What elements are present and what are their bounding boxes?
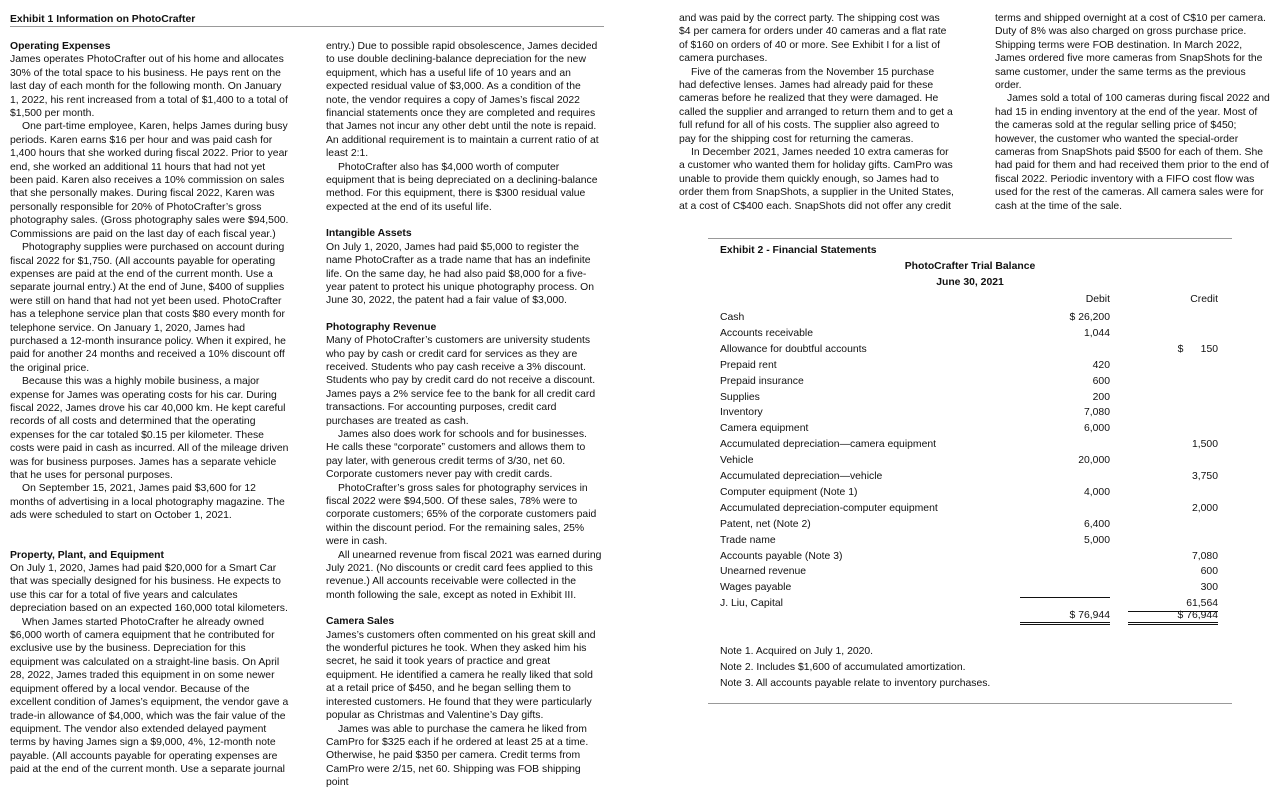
paragraph: PhotoCrafter also has $4,000 worth of computer equipment that is being depreciated on a declining-balance method. For this equipment, there is $300 residual value expected at the end of its useful life. <box>326 161 598 213</box>
row-account: Cash <box>720 312 745 323</box>
total-debit: $ 76,944 <box>1020 609 1110 625</box>
row-credit: 7,080 <box>1191 550 1218 562</box>
row-debit: $ 26,200 <box>1069 312 1110 323</box>
row-debit <box>1020 597 1110 598</box>
row-account: Accumulated depreciation—vehicle <box>720 471 883 482</box>
paragraph: On July 1, 2020, James had paid $5,000 to register the name PhotoCrafter as a trade name that has an indefinite life. On the same day, he had also paid $8,000 for a five-year patent to protect his unique photography process. On June 30, 2022, the patent had a fair value of $3,000. <box>326 241 595 307</box>
row-account: Computer equipment (Note 1) <box>720 486 858 498</box>
trial-balance-row <box>720 311 1220 325</box>
row-debit: 6,000 <box>1083 423 1110 435</box>
trial-balance-row <box>720 518 1220 532</box>
trial-balance-title: PhotoCrafter Trial Balance <box>904 261 1036 272</box>
spacer <box>326 308 602 321</box>
row-account: Vehicle <box>720 455 754 467</box>
exhibit2-title: Exhibit 2 - Financial Statements <box>720 245 877 256</box>
row-credit: 1,500 <box>1191 439 1218 451</box>
row-account: Unearned revenue <box>720 566 807 578</box>
trial-balance-row <box>720 359 1220 373</box>
exhibit1-rule <box>10 26 604 27</box>
paragraph: James’s customers often commented on his great skill and the wonderful pictures he took. When they asked him his secret, he said it took years of practice and great equipment. He identified a camera he really liked that sold at a retail price of $450, and he began selling them to interested customers. He found that they were particularly popular as Christmas and Valentine’s Day gifts. <box>326 629 596 722</box>
paragraph: In December 2021, James needed 10 extra cameras for a customer who wanted them for holiday gifts. CamPro was unable to provide them quickly enough, so James had to order them from SnapShots, a supplier in the United States, at a cost of C$400 each. SnapShots did not offer any credit <box>679 147 954 212</box>
row-account: Accumulated depreciation-computer equipment <box>720 502 938 514</box>
trial-balance-row <box>720 565 1220 579</box>
exhibit1-title: Exhibit 1 Information on PhotoCrafter <box>10 14 196 25</box>
section-heading: Operating Expenses <box>10 41 111 52</box>
paragraph: terms and shipped overnight at a cost of C$10 per camera. Duty of 8% was also charged on gross purchase price. Shipping terms were FOB destination. In March 2022, James ordered five more cameras from SnapShots for the same customer, under the same terms as the previous order. <box>995 13 1266 92</box>
trial-balance-row <box>720 470 1220 484</box>
row-account: Accounts receivable <box>720 327 813 339</box>
row-account: Prepaid rent <box>720 359 777 371</box>
trial-balance-row <box>720 406 1220 420</box>
row-account: Trade name <box>720 534 776 546</box>
row-account: Supplies <box>720 391 760 403</box>
row-account: Camera equipment <box>720 423 809 435</box>
row-account: Prepaid insurance <box>720 375 804 387</box>
paragraph: When James started PhotoCrafter he already owned $6,000 worth of camera equipment that he contributed for exclusive use by the business. Depreciation for this equipment was calculated on a straight-line basis. On April 28, 2022, James traded this equipment in on some newer equipment offered by a local vendor. Because of the excellent condition of James’s equipment, the vendor gave a trade-in allowance of $4,000, which was the fair value of the equipment. The vendor also extended delayed payment terms by having James sign a $9,000, 4%, 12-month note payable. (All accounts payable for operating expenses are paid at the end of the current month. Use a separate journal <box>10 616 289 776</box>
text-column-1 <box>10 40 291 777</box>
spacer <box>326 214 602 227</box>
trial-balance-row <box>720 327 1220 341</box>
row-debit: 200 <box>1092 391 1110 403</box>
row-debit: 7,080 <box>1083 407 1110 419</box>
paragraph: Because this was a highly mobile business, a major expense for James was operating costs for his car. During fiscal 2022, James drove his car 40,000 km. He kept careful records of all costs and determined that the operating expenses for the car totaled $0.15 per kilometer. These costs were paid in cash as incurred. All of the mileage driven was for business purposes. James has a separate vehicle that he uses for personal purposes. <box>10 376 289 481</box>
trial-balance-row <box>720 391 1220 405</box>
spacer <box>10 523 291 536</box>
trial-balance-row <box>720 454 1220 468</box>
row-account: Patent, net (Note 2) <box>720 518 811 530</box>
section-heading: Intangible Assets <box>326 228 412 240</box>
row-debit: 420 <box>1092 359 1110 371</box>
row-debit: 1,044 <box>1083 327 1110 339</box>
row-debit: 4,000 <box>1083 486 1110 498</box>
paragraph: James operates PhotoCrafter out of his home and allocates 30% of the total space to his business. He pays rent on the last day of each month for the following month. On January 1, 2022, his rent increased from a total of $1,400 to a total of $1,500 per month. <box>10 54 288 120</box>
paragraph: One part-time employee, Karen, helps James during busy periods. Karen earns $16 per hour and was paid cash for 1,400 hours that she worked during fiscal 2022. Prior to year end, she worked an additional 11 hours that had not yet been paid. Karen also receives a 10% commission on sales that she personally makes. During fiscal 2022, Karen was personally responsible for 20% of PhotoCrafter’s gross photography sales. (Gross photography sales were $94,500. Commissions are paid on the last day of each fiscal year.) <box>10 121 289 240</box>
row-debit: 20,000 <box>1078 455 1110 467</box>
exhibit2-box <box>708 238 1232 704</box>
row-credit: 600 <box>1200 566 1218 578</box>
spacer <box>326 602 602 615</box>
row-credit: 3,750 <box>1191 471 1218 482</box>
row-account: Allowance for doubtful accounts <box>720 343 867 355</box>
paragraph: Five of the cameras from the November 15 purchase had defective lenses. James had already paid for these cameras before he realized that they were damaged. He called the supplier and arranged to return them and to get a full refund for all of his costs. The supplier also agreed to pay for the shipping cost for returning the cameras. <box>679 66 953 145</box>
row-credit: $ 150 <box>1177 343 1218 355</box>
row-account: Inventory <box>720 407 763 419</box>
paragraph: All unearned revenue from fiscal 2021 was earned during July 2021. (No discounts or credit card fees applied to this revenue.) All accounts receivable were collected in the month following the sale, except as noted in Exhibit III. <box>326 549 602 601</box>
paragraph: entry.) Due to possible rapid obsolescence, James decided to use double declining-balance depreciation for the new equipment, which has a useful life of 10 years and an expected residual value of $3,000. As a condition of the note, the vendor requires a copy of James’s fiscal 2022 financial statements once they are completed and requires that James not incur any other debt until the note is repaid. An additional requirement is to maintain a current ratio of at least 2:1. <box>326 41 599 160</box>
trial-balance-row <box>720 581 1220 595</box>
section-heading: Photography Revenue <box>326 321 437 333</box>
trial-balance-row <box>720 550 1220 564</box>
row-credit: 300 <box>1200 582 1218 594</box>
note-1: Note 1. Acquired on July 1, 2020. <box>720 646 874 657</box>
credit-header: Credit <box>1190 294 1218 305</box>
trial-balance-row <box>720 486 1220 500</box>
paragraph: and was paid by the correct party. The shipping cost was $4 per camera for orders under 40 cameras and a flat rate of $160 on orders of 40 or more. See Exhibit I for a list of camera purchases. <box>679 13 947 65</box>
section-heading: Camera Sales <box>326 616 395 628</box>
row-account: Wages payable <box>720 582 792 594</box>
row-debit: 5,000 <box>1083 534 1110 546</box>
row-account: Accumulated depreciation—camera equipment <box>720 439 937 451</box>
trial-balance-row <box>720 422 1220 436</box>
trial-balance-total-row <box>720 609 1220 623</box>
paragraph: James sold a total of 100 cameras during fiscal 2022 and had 15 in ending inventory at the end of the year. Most of the cameras sold at the regular selling price of $450; however, the customer who wanted the special-order cameras from SnapShots paid $500 for each of them. She had paid for them and had received them prior to the end of fiscal 2022. Periodic inventory with a FIFO cost flow was used for the rest of the cameras. All camera sales were for cash at the time of the sale. <box>995 93 1270 212</box>
paragraph: On July 1, 2020, James had paid $20,000 for a Smart Car that was specially designed for his business. He expects to use this car for a total of five years and calculates depreciation based on an expected 160,000 total kilometers. <box>10 563 288 615</box>
section-heading: Property, Plant, and Equipment <box>10 549 164 561</box>
paragraph: On September 15, 2021, James paid $3,600 for 12 months of advertising in a local photography magazine. The ads were scheduled to start on October 1, 2021. <box>10 483 285 522</box>
row-debit: 600 <box>1092 375 1110 387</box>
debit-header: Debit <box>1085 294 1110 305</box>
trial-balance-row <box>720 343 1220 357</box>
note-2: Note 2. Includes $1,600 of accumulated amortization. <box>720 662 966 673</box>
row-credit: 61,564 <box>1128 597 1218 611</box>
trial-balance-header <box>720 293 1220 307</box>
trial-balance-row <box>720 502 1220 516</box>
trial-balance-row <box>720 438 1220 452</box>
text-column-4 <box>995 12 1272 213</box>
trial-balance-row <box>720 375 1220 389</box>
paragraph: James was able to purchase the camera he liked from CamPro for $325 each if he ordered at least 25 at a time. Otherwise, he paid $350 per camera. Credit terms from CamPro were 2/15, net 60. Shipping was FOB shipping point <box>326 723 589 789</box>
note-3: Note 3. All accounts payable relate to inventory purchases. <box>720 678 991 689</box>
spacer <box>10 536 291 549</box>
row-credit: 2,000 <box>1191 502 1218 514</box>
paragraph: Photography supplies were purchased on account during fiscal 2022 for $1,750. (All accounts payable for operating expenses are paid at the end of the current month. Use a separate journal entry.) At the end of June, $400 of supplies were still on hand that had not yet been used. PhotoCrafter has a telephone service plan that costs $80 every month for telephone service. On January 1, 2020, James had purchased a 12-month insurance policy. When it expired, he paid for another 24 months and received a 10% discount off the original price. <box>10 242 286 374</box>
trial-balance-row <box>720 534 1220 548</box>
paragraph: Many of PhotoCrafter’s customers are university students who pay by cash or credit card for services as they are received. Students who pay cash receive a 3% discount. Students who pay by credit card do not receive a discount. James pays a 2% service fee to the bank for all credit card transactions. For accounting purposes, credit card purchases are treated as cash. <box>326 335 596 427</box>
row-account: Accounts payable (Note 3) <box>720 550 843 562</box>
paragraph: James also does work for schools and for businesses. He calls these “corporate” customers and allows them to pay later, with generous credit terms of 3/30, net 60. Corporate customers never pay with credit cards. <box>326 428 587 481</box>
row-account: J. Liu, Capital <box>720 598 783 610</box>
text-column-3 <box>679 12 954 213</box>
text-column-2 <box>326 40 602 790</box>
paragraph: PhotoCrafter’s gross sales for photography services in fiscal 2022 were $94,500. Of these sales, 78% were to corporate customers; 65% of the corporate customers paid within the discount period. For the remaining sales, 25% were in cash. <box>326 482 597 548</box>
row-debit: 6,400 <box>1083 518 1110 530</box>
total-credit: $ 76,944 <box>1128 609 1218 625</box>
trial-balance-date: June 30, 2021 <box>936 277 1004 288</box>
